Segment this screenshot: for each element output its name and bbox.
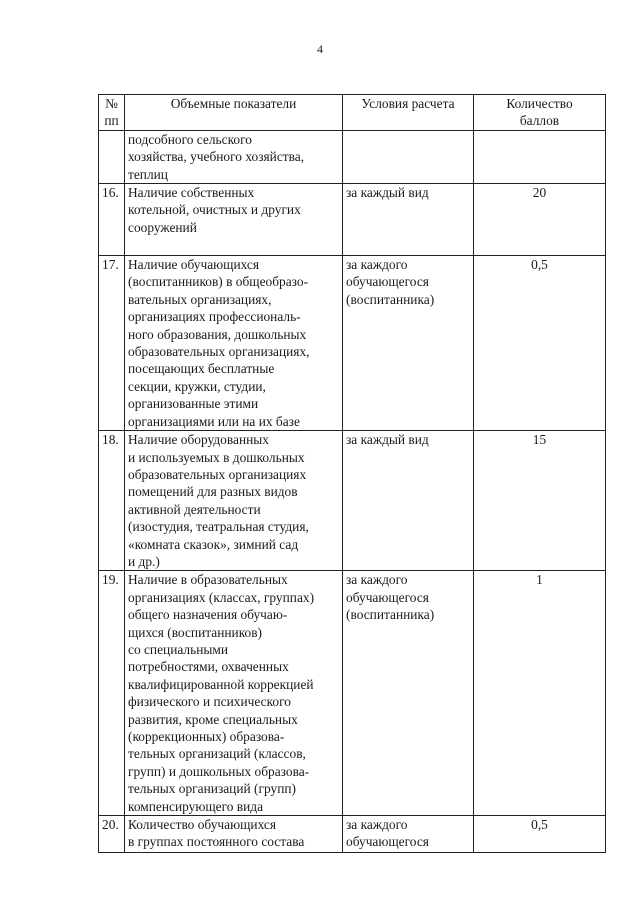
row-number: 20. <box>99 816 125 853</box>
table-header-row <box>99 95 606 131</box>
table-row <box>99 431 606 571</box>
row-score <box>474 130 606 183</box>
page-number: 4 <box>317 42 323 56</box>
header-indicator: Объемные показатели <box>125 95 343 131</box>
row-number: 19. <box>99 571 125 816</box>
row-number: 17. <box>99 256 125 431</box>
row-indicator: Наличие в образовательных организациях (классах, группах) общего назначения обучаю- щихся (воспитанников) со специальными потребностями, охваченных квалифицированной коррекцией физического и психического развития, кроме специальных (коррекционных) образова- тельных организаций (классов, групп) и дошкольных образова- тельных организаций (групп) компенсирующего вида <box>125 571 343 816</box>
row-condition: за каждого обучающегося (воспитанника) <box>343 571 474 816</box>
table-row <box>99 256 606 431</box>
indicators-table <box>98 94 606 853</box>
row-score: 1 <box>474 571 606 816</box>
row-score: 15 <box>474 431 606 571</box>
row-indicator: Наличие обучающихся (воспитанников) в общеобразо- вательных организациях, организациях профессиональ- ного образования, дошкольных образовательных организациях, посещающих бесплатные секции, кружки, студии, организованные этими организациями или на их базе <box>125 256 343 431</box>
row-number <box>99 130 125 183</box>
header-score: Количество баллов <box>474 95 606 131</box>
row-score: 20 <box>474 184 606 256</box>
header-condition: Условия расчета <box>343 95 474 131</box>
row-indicator: Количество обучающихся в группах постоянного состава <box>125 816 343 853</box>
row-score: 0,5 <box>474 816 606 853</box>
header-number: № пп <box>99 95 125 131</box>
row-condition: за каждый вид <box>343 431 474 571</box>
table-row <box>99 184 606 256</box>
table-row <box>99 816 606 853</box>
row-condition: за каждый вид <box>343 184 474 256</box>
row-indicator: Наличие собственных котельной, очистных и других сооружений <box>125 184 343 256</box>
row-condition: за каждого обучающегося (воспитанника) <box>343 256 474 431</box>
table-row-continuation <box>99 130 606 183</box>
row-indicator: подсобного сельского хозяйства, учебного хозяйства, теплиц <box>125 130 343 183</box>
row-number: 16. <box>99 184 125 256</box>
row-condition: за каждого обучающегося <box>343 816 474 853</box>
row-score: 0,5 <box>474 256 606 431</box>
row-condition <box>343 130 474 183</box>
row-indicator: Наличие оборудованных и используемых в дошкольных образовательных организациях помещений для разных видов активной деятельности (изостудия, театральная студия, «комната сказок», зимний сад и др.) <box>125 431 343 571</box>
table-row <box>99 571 606 816</box>
row-number: 18. <box>99 431 125 571</box>
